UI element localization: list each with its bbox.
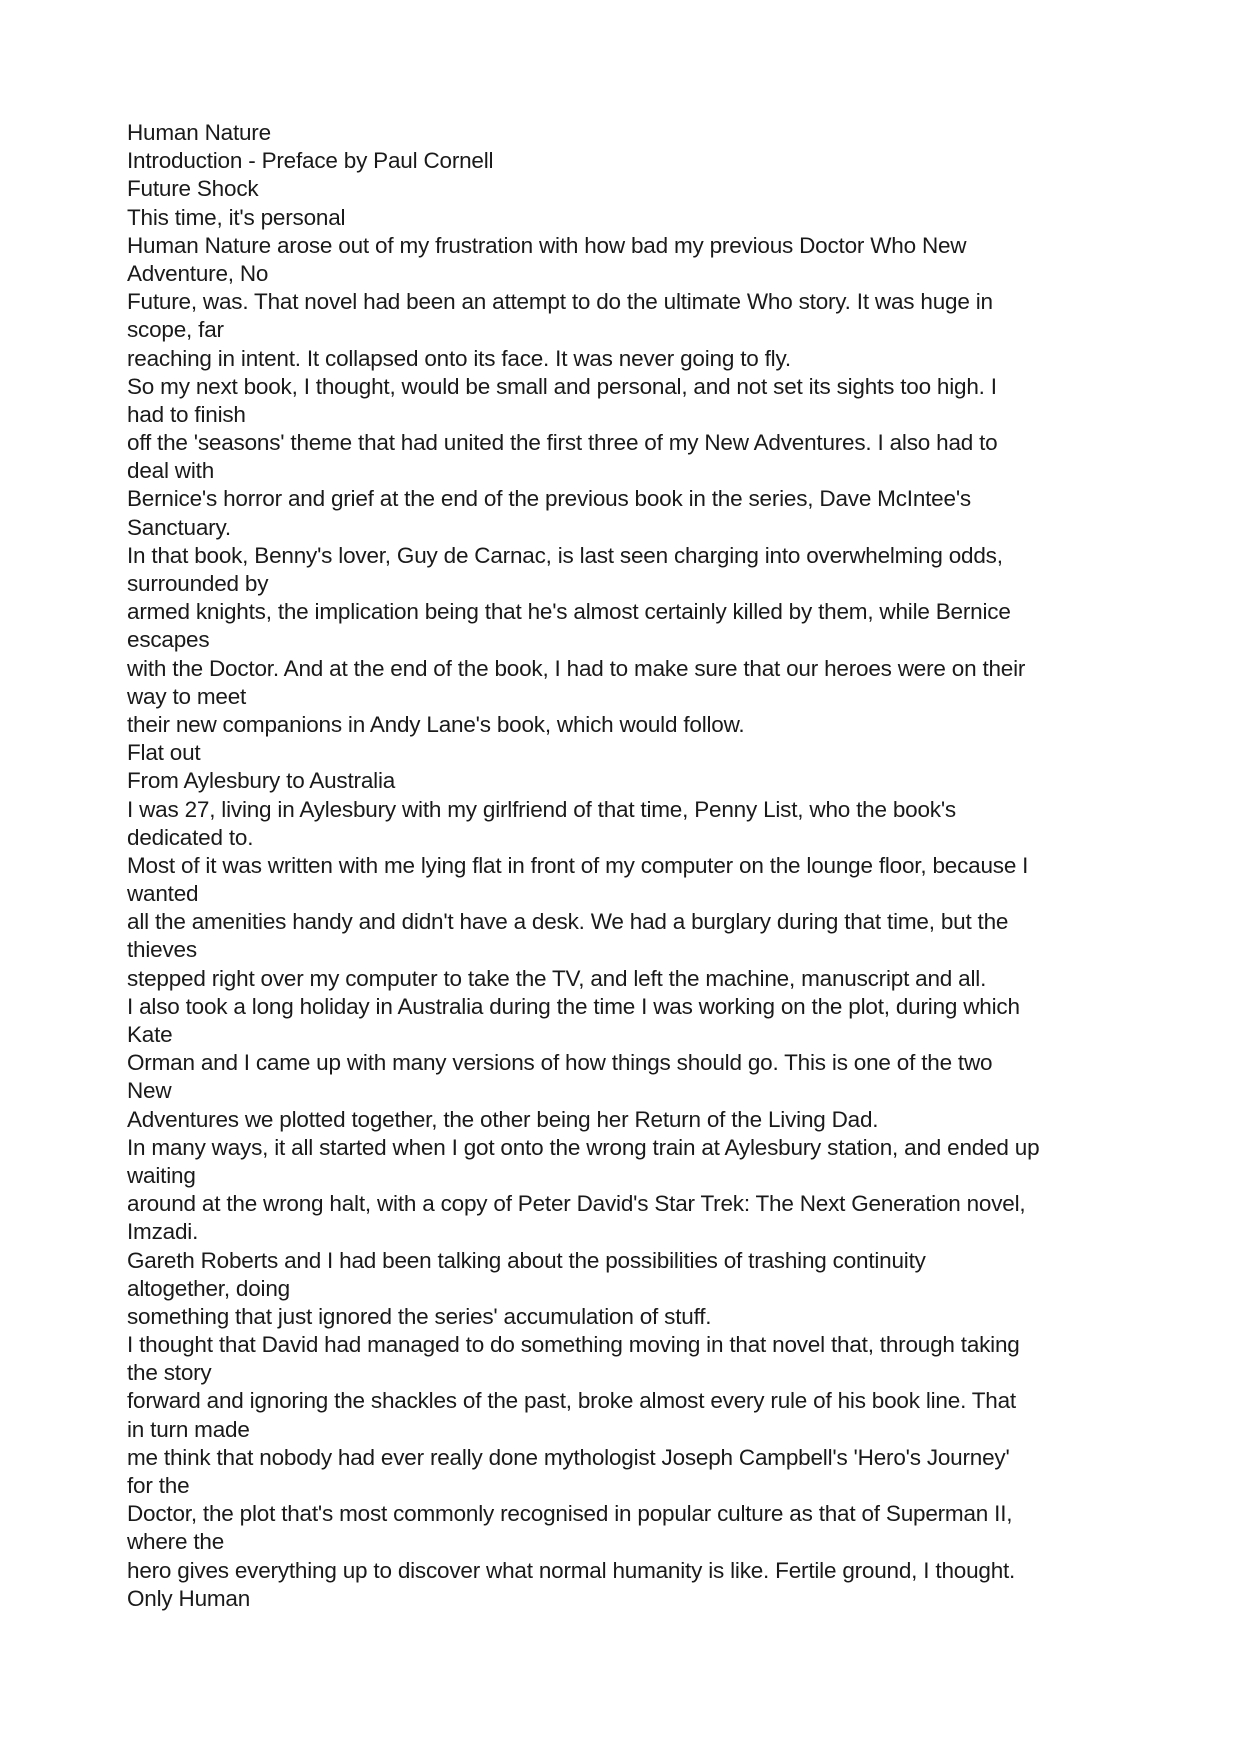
text-line: Flat out <box>127 740 201 766</box>
text-line: Human Nature <box>127 120 271 145</box>
text-line: Introduction - Preface by Paul Cornell <box>127 148 494 174</box>
text-line: Future, was. That novel had been an attempt to do the ultimate Who story. It was huge in <box>127 289 993 315</box>
text-line: surrounded by <box>127 571 269 596</box>
text-line: Only Human <box>127 1585 251 1611</box>
text-line: the story <box>127 1360 212 1386</box>
text-line: stepped right over my computer to take the TV, and left the machine, manuscript and all. <box>127 965 987 991</box>
text-line: This time, it's personal <box>127 204 346 230</box>
text-line: Adventures we plotted together, the other being her Return of the Living Dad. <box>127 1106 879 1132</box>
text-line: Bernice's horror and grief at the end of the previous book in the series, Dave McIntee's <box>127 486 971 512</box>
text-line: Adventure, No <box>127 260 269 286</box>
text-line: all the amenities handy and didn't have a desk. We had a burglary during that time, but the <box>127 909 1009 935</box>
text-line: deal with <box>127 458 215 484</box>
text-line: Gareth Roberts and I had been talking about the possibilities of trashing continuity <box>127 1247 926 1273</box>
text-line: something that just ignored the series' accumulation of stuff. <box>127 1303 712 1329</box>
text-line: Future Shock <box>127 176 259 202</box>
text-line: waiting <box>127 1162 196 1188</box>
text-line: Most of it was written with me lying flat in front of my computer on the lounge floor, because I <box>127 852 1029 878</box>
text-line: reaching in intent. It collapsed onto its face. It was never going to fly. <box>127 345 791 371</box>
text-line: Sanctuary. <box>127 514 231 540</box>
text-line: off the 'seasons' theme that had united the first three of my New Adventures. I also had to <box>127 430 998 456</box>
text-line: way to meet <box>127 683 247 709</box>
text-line: me think that nobody had ever really done mythologist Joseph Campbell's 'Hero's Journey' <box>127 1444 1010 1470</box>
text-line: armed knights, the implication being that he's almost certainly killed by them, while Bernice <box>127 599 1011 625</box>
text-line: with the Doctor. And at the end of the book, I had to make sure that our heroes were on their <box>127 655 1026 681</box>
text-line: thieves <box>127 937 197 963</box>
text-line: From Aylesbury to Australia <box>127 768 396 794</box>
text-line: in turn made <box>127 1416 250 1442</box>
text-line: altogether, doing <box>127 1275 290 1301</box>
text-line: Kate <box>127 1022 173 1047</box>
text-line: I also took a long holiday in Australia during the time I was working on the plot, during which <box>127 993 1020 1019</box>
text-line: In that book, Benny's lover, Guy de Carnac, is last seen charging into overwhelming odds, <box>127 542 1003 568</box>
text-line: where the <box>127 1529 225 1555</box>
text-line: I thought that David had managed to do something moving in that novel that, through taking <box>127 1332 1020 1358</box>
text-line: their new companions in Andy Lane's book, which would follow. <box>127 711 745 737</box>
text-line: Imzadi. <box>127 1219 199 1245</box>
text-line: So my next book, I thought, would be small and personal, and not set its sights too high. I <box>127 373 997 399</box>
text-line: wanted <box>127 881 199 907</box>
text-line: had to finish <box>127 401 246 427</box>
text-line: In many ways, it all started when I got onto the wrong train at Aylesbury station, and ended up <box>127 1134 1040 1160</box>
text-line: forward and ignoring the shackles of the past, broke almost every rule of his book line. That <box>127 1388 1016 1414</box>
text-line: around at the wrong halt, with a copy of Peter David's Star Trek: The Next Generation novel, <box>127 1191 1026 1217</box>
text-line: scope, far <box>127 317 224 343</box>
text-line: New <box>127 1078 172 1104</box>
text-line: dedicated to. <box>127 824 254 850</box>
document-body <box>127 119 1127 1613</box>
text-line: Doctor, the plot that's most commonly recognised in popular culture as that of Superman II, <box>127 1501 1013 1527</box>
text-line: Orman and I came up with many versions of how things should go. This is one of the two <box>127 1050 993 1076</box>
text-line: for the <box>127 1473 190 1498</box>
text-line: I was 27, living in Aylesbury with my girlfriend of that time, Penny List, who the book's <box>127 796 956 822</box>
text-line: Human Nature arose out of my frustration with how bad my previous Doctor Who New <box>127 232 967 258</box>
text-line: hero gives everything up to discover what normal humanity is like. Fertile ground, I thought. <box>127 1557 1016 1583</box>
text-line: escapes <box>127 627 210 653</box>
